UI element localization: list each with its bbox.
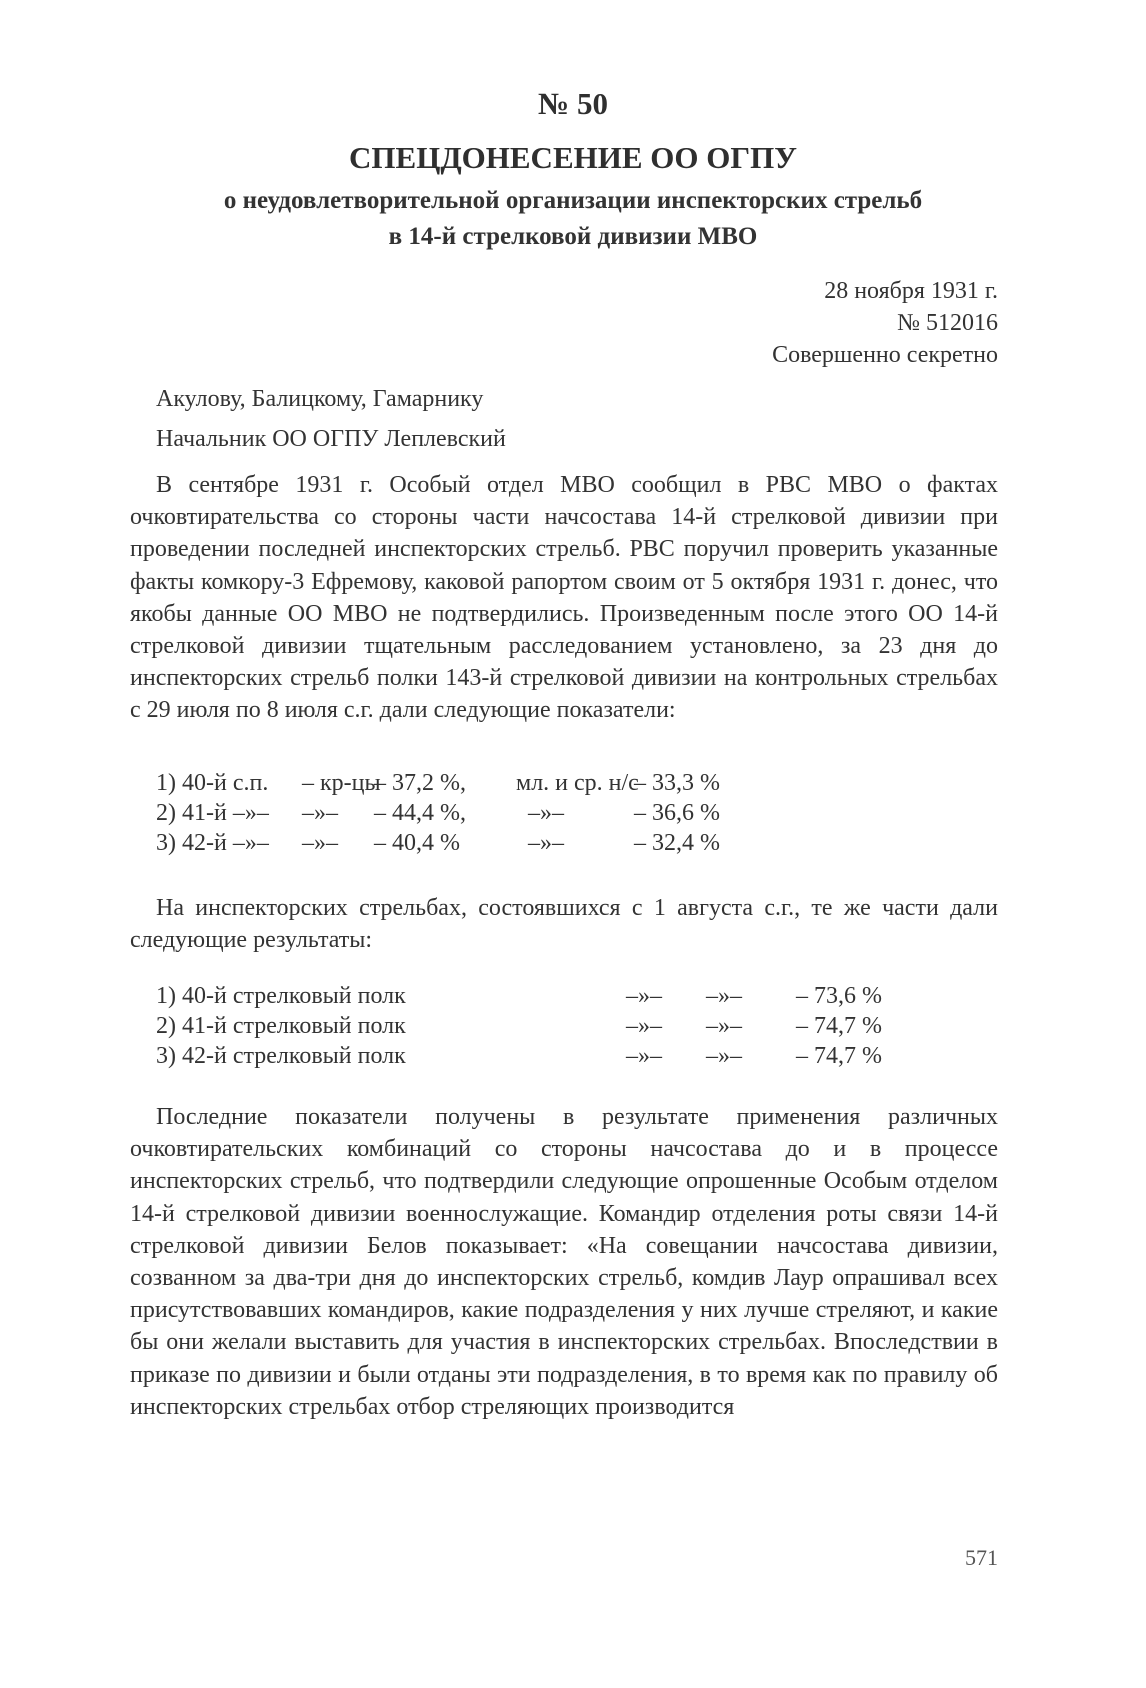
table1-cell-privates-label: –»– [302, 830, 338, 856]
document-subtitle-line1: о неудовлетворительной организации инспекторских стрельб [223, 187, 923, 214]
table1-cell-privates-value: – 40,4 % [374, 830, 460, 856]
table2-cell-value: – 74,7 % [796, 1013, 882, 1039]
table1-cell-nco-value: – 36,6 % [634, 800, 720, 826]
table2-cell-value: – 73,6 % [796, 983, 882, 1009]
paragraph-3 [130, 1101, 998, 1423]
document-reg-number: № 512016 [897, 310, 998, 336]
table1-cell-privates-label: –»– [302, 800, 338, 826]
paragraph-2-text: На инспекторских стрельбах, состоявшихся с 1 августа с.г., те же части дали следующие результаты: [130, 895, 998, 954]
table1-cell-nco-label: –»– [528, 830, 564, 856]
document-date: 28 ноября 1931 г. [824, 278, 998, 304]
table1-row [156, 770, 998, 800]
table2-cell-ditto: –»– [706, 1013, 742, 1039]
document-number: № 50 [538, 86, 608, 121]
paragraph-3-text: Последние показатели получены в результате применения различных очковтирательских комбинаций со стороны начсостава до и в процессе инспекторских стрельб, что подтвердили следующие опрошенные Особым отделом 14-й стрелковой дивизии военнослужащие. Командир отделения роты связи 14-й стрелковой дивизии Белов показывает: «На совещании начсостава дивизии, созванном за два-три дня до инспекторских стрельб, комдив Лаур опрашивал всех присутствовавших командиров, какие подразделения у них лучше стреляют, и какие бы они желали выставить для участия в инспекторских стрельбах. Впоследствии в приказе по дивизии и были отданы эти подразделения, в то время как по правилу об инспекторских стрельбах отбор стреляющих производится [130, 1104, 998, 1420]
document-subtitle-line2: в 14-й стрелковой дивизии МВО [388, 223, 758, 250]
table1-cell-unit: 3) 42-й –»– [156, 830, 269, 856]
table1-cell-privates-label: – кр-цы [302, 770, 381, 796]
table2-cell-value: – 74,7 % [796, 1043, 882, 1069]
table1-cell-nco-value: – 32,4 % [634, 830, 720, 856]
table2-cell-ditto: –»– [626, 1013, 662, 1039]
table2-row [156, 1013, 998, 1043]
sender: Начальник ОО ОГПУ Леплевский [156, 426, 506, 452]
table1-cell-privates-value: – 44,4 %, [374, 800, 466, 826]
table2-cell-regiment: 2) 41-й стрелковый полк [156, 1013, 406, 1039]
paragraph-1-text: В сентябре 1931 г. Особый отдел МВО сообщил в РВС МВО о фактах очковтирательства со стороны части начсостава 14-й стрелковой дивизии при проведении последней инспекторских стрельб. РВС поручил проверить указанные факты комкору-3 Ефремову, каковой рапортом своим от 5 октября 1931 г. донес, что якобы данные ОО МВО не подтвердились. Произведенным после этого ОО 14-й стрелковой дивизии тщательным расследованием установлено, за 23 дня до инспекторских стрельб полки 143-й стрелковой дивизии на контрольных стрельбах с 29 июля по 8 июля с.г. дали следующие показатели: [130, 472, 998, 724]
page-number: 571 [965, 1545, 998, 1570]
classification-stamp: Совершенно секретно [772, 342, 998, 368]
table2-cell-ditto: –»– [706, 983, 742, 1009]
addressees: Акулову, Балицкому, Гамарнику [156, 386, 484, 412]
document-title: СПЕЦДОНЕСЕНИЕ ОО ОГПУ [349, 140, 797, 175]
table1-cell-unit: 2) 41-й –»– [156, 800, 269, 826]
table1-cell-nco-value: – 33,3 % [634, 770, 720, 796]
table1-row [156, 830, 998, 860]
table1-cell-unit: 1) 40-й с.п. [156, 770, 269, 796]
table2-cell-ditto: –»– [706, 1043, 742, 1069]
table2-cell-regiment: 1) 40-й стрелковый полк [156, 983, 406, 1009]
table2-cell-ditto: –»– [626, 983, 662, 1009]
table1-cell-nco-label: мл. и ср. н/с [516, 770, 639, 796]
paragraph-2 [130, 892, 998, 956]
table2-row [156, 983, 998, 1013]
table1-row [156, 800, 998, 830]
table2-row [156, 1043, 998, 1073]
table2-cell-regiment: 3) 42-й стрелковый полк [156, 1043, 406, 1069]
table2-cell-ditto: –»– [626, 1043, 662, 1069]
paragraph-1 [130, 469, 998, 727]
table1-cell-privates-value: – 37,2 %, [374, 770, 466, 796]
table1-cell-nco-label: –»– [528, 800, 564, 826]
